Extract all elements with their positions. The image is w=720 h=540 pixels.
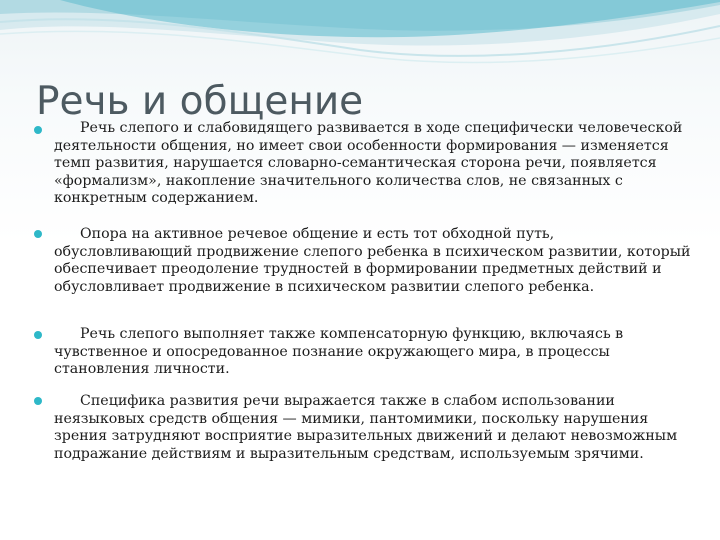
bullet-item — [26, 393, 691, 463]
bullet-marker-icon — [34, 397, 42, 405]
slide-title: Речь и общение — [36, 79, 364, 124]
bullet-text: Речь слепого выполняет также компенсаторную функцию, включаясь в чувственное и опосредованное познание окружающего мира, в процессы становления личности. — [54, 326, 624, 377]
bullet-item — [26, 226, 691, 296]
bullet-marker-icon — [34, 230, 42, 238]
bullet-item — [26, 120, 691, 208]
bullet-text: Специфика развития речи выражается также в слабом использовании неязыковых средств общения — мимики, пантомимики, поскольку нарушения зрения затрудняют восприятие выразительных движений и делают невозможным подражание действиям и выразительным средствам, используемым зрячими. — [54, 393, 678, 462]
bullet-text: Опора на активное речевое общение и есть тот обходной путь, обусловливающий продвижение слепого ребенка в психическом развитии, который обеспечивает преодоление трудностей в формировании предметных действий и обусловливает продвижение в психическом развитии слепого ребенка. — [54, 226, 691, 295]
bullet-item — [26, 326, 691, 379]
bullet-text: Речь слепого и слабовидящего развивается в ходе специфически человеческой деятельности общения, но имеет свои особенности формирования — изменяется темп развития, нарушается словарно-семантическая сторона речи, появляется «формализм», накопление значительного количества слов, не связанных с конкретным содержанием. — [54, 120, 683, 206]
bullet-marker-icon — [34, 331, 42, 339]
bullet-marker-icon — [34, 126, 42, 134]
